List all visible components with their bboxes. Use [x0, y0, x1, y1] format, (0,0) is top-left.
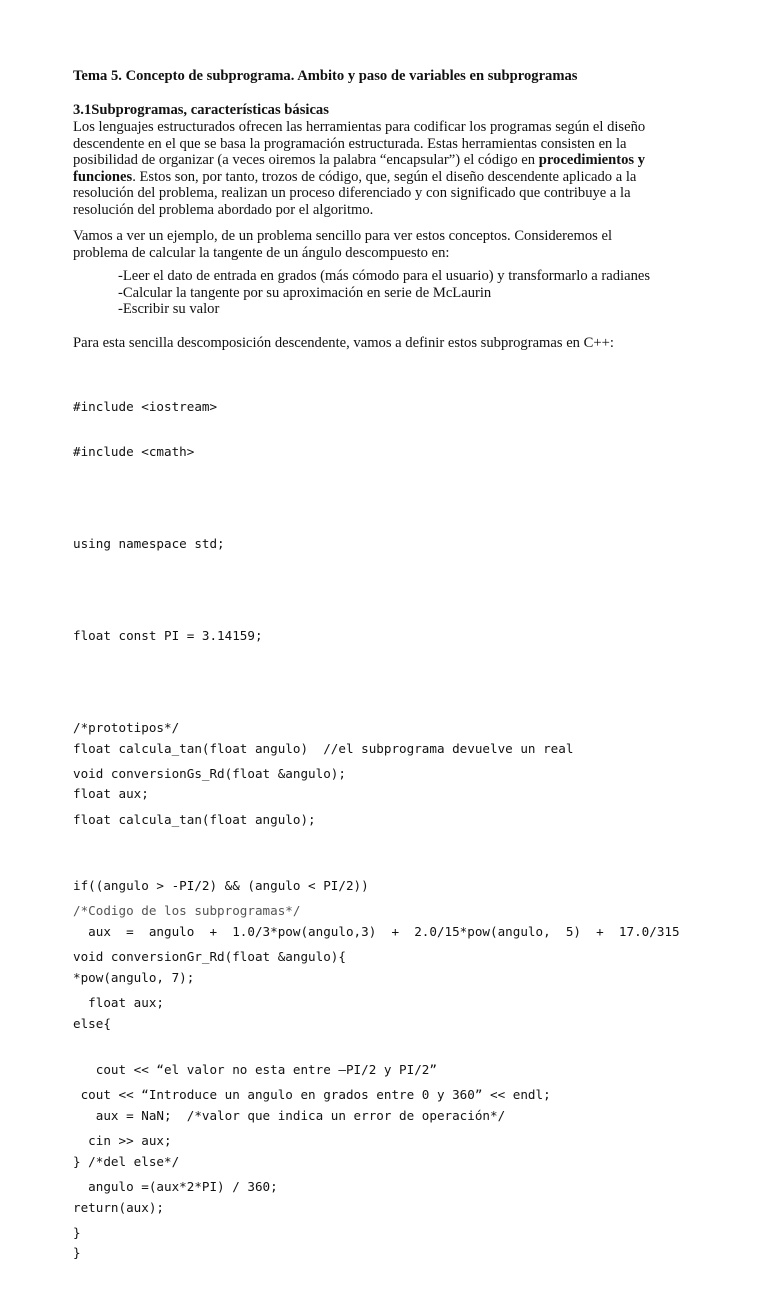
intro-line-text: . Estos son, por tanto, trozos de código, que, según el diseño descendente aplicado a la: [132, 168, 637, 185]
intro-line-text: posibilidad de organizar (a veces oiremos la palabra “encapsular”) el código en: [73, 152, 539, 169]
step-item: -Leer el dato de entrada en grados (más cómodo para el usuario) y transformarlo a radianes: [118, 268, 651, 284]
code-line: float const PI = 3.14159;: [73, 628, 263, 644]
cpp-intro-paragraph: [73, 335, 688, 352]
code-line: return(aux);: [73, 1199, 164, 1215]
code-line: void conversionGr_Rd(float &angulo){: [73, 949, 346, 965]
code-line: }: [73, 1245, 81, 1261]
step-item: -Escribir su valor: [118, 301, 220, 318]
code-line: #include <iostream>: [73, 398, 218, 414]
intro-paragraph: [73, 119, 688, 219]
intro-bold-term: procedimientos y: [538, 152, 646, 169]
code-line: [73, 490, 551, 505]
intro-line: resolución del problema, realizan un proceso diferenciado y con significado que contribuye a la: [73, 185, 631, 202]
intro-line: Los lenguajes estructurados ofrecen las herramientas para codificar los programas según el diseño: [73, 119, 646, 135]
code-line: cout << “Introduce un angulo en grados entre 0 y 360” << endl;: [73, 1086, 551, 1102]
code-line: float aux;: [73, 786, 149, 802]
code-line: aux = angulo + 1.0/3*pow(angulo,3) + 2.0/15*pow(angulo, 5) + 17.0/315: [73, 924, 680, 940]
code-comment-line: /*Codigo de los subprogramas*/: [73, 903, 301, 919]
code-line: else{: [73, 1015, 111, 1031]
code-block-2: [73, 710, 680, 1291]
code-line: }: [73, 1224, 81, 1240]
intro-line: [73, 152, 688, 169]
code-line: cout << “el valor no esta entre –PI/2 y PI/2”: [73, 1061, 437, 1077]
code-line: [73, 674, 551, 689]
code-line: if((angulo > -PI/2) && (angulo < PI/2)): [73, 878, 369, 894]
intro-bold-term: funciones: [73, 168, 133, 185]
code-line: *pow(angulo, 7);: [73, 970, 195, 986]
code-line: float calcula_tan(float angulo) //el subprograma devuelve un real: [73, 740, 574, 756]
code-line: float calcula_tan(float angulo);: [73, 811, 316, 827]
code-line: angulo =(aux*2*PI) / 360;: [73, 1178, 278, 1194]
code-line: [73, 582, 551, 597]
steps-list: [118, 268, 650, 318]
code-line: using namespace std;: [73, 536, 225, 552]
code-line: void conversionGs_Rd(float &angulo);: [73, 765, 346, 781]
step-item: -Calcular la tangente por su aproximación en serie de McLaurin: [118, 284, 492, 301]
code-line: } /*del else*/: [73, 1153, 180, 1169]
code-line: aux = NaN; /*valor que indica un error de operación*/: [73, 1107, 506, 1123]
example-line: problema de calcular la tangente de un ángulo descompuesto en:: [73, 244, 450, 261]
code-line: [73, 832, 680, 847]
code-line: cin >> aux;: [73, 1132, 172, 1148]
code-line: float aux;: [73, 995, 164, 1011]
intro-line: [73, 169, 688, 186]
page-title: Tema 5. Concepto de subprograma. Ambito y paso de variables en subprogramas: [73, 68, 578, 84]
code-line: #include <cmath>: [73, 444, 195, 460]
example-line: Vamos a ver un ejemplo, de un problema sencillo para ver estos conceptos. Consideremos el: [73, 228, 613, 244]
example-paragraph: [73, 228, 688, 261]
intro-line: resolución del problema abordado por el algoritmo.: [73, 201, 374, 218]
section-heading: 3.1Subprogramas, características básicas: [73, 102, 329, 118]
intro-line: descendente en el que se basa la programación estructurada. Estas herramientas consisten en la: [73, 135, 627, 152]
code-line: /*prototipos*/: [73, 719, 180, 735]
cpp-intro-line: Para esta sencilla descomposición descendente, vamos a definir estos subprogramas en C++:: [73, 335, 614, 351]
